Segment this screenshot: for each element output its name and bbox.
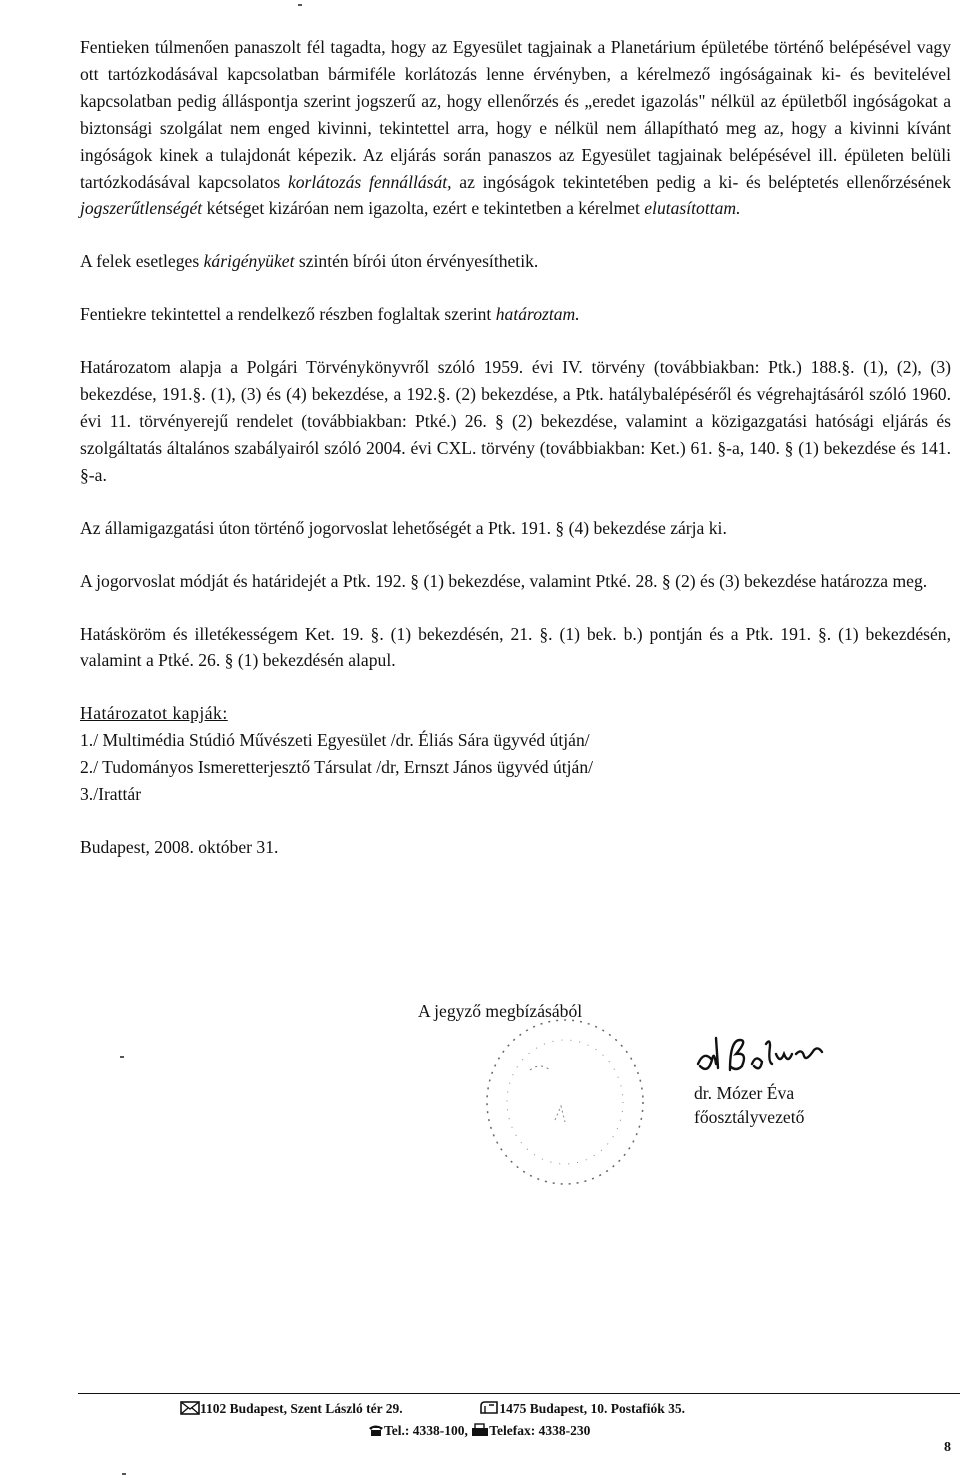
- paragraph-2: [80, 248, 951, 275]
- signatory: [694, 1081, 804, 1129]
- footer-rule: [78, 1393, 960, 1394]
- page-number: 8: [944, 1440, 951, 1455]
- recipient-item: 2./ Tudományos Ismeretterjesztő Társulat /dr, Ernszt János ügyvéd útján/: [80, 757, 594, 778]
- paragraph-4: Határozatom alapja a Polgári Törvénykönyvről szóló 1959. évi IV. törvény (továbbiakban: Ptk.) 188.§. (1), (2), (3) bekezdése, 191.§. (1), (3) és (4) bekezdése, a 192.§. (2) bekezdése, a Ptk. hatálybalépéséről és végrehajtásáról szóló 1960. évi 11. törvényerejű rendelet (továbbiakban: Ptké.) 26. § (2) bekezdése, valamint a közigazgatási hatósági eljárás és szolgáltatás általános szabályairól szóló 2004. évi CXL. törvény (továbbiakban: Ket.) 61. §-a, 140. § (1) bekezdése és 141. §-a.: [80, 357, 951, 485]
- footer-line-2: [180, 1420, 880, 1442]
- paragraph-3: [80, 301, 951, 328]
- italic-run: jogszerűtlenségét: [80, 198, 203, 219]
- footer-postbox: 1475 Budapest, 10. Postafiók 35.: [499, 1401, 686, 1416]
- recipient-item: 1./ Multimédia Stúdió Művészeti Egyesület /dr. Éliás Sára ügyvéd útján/: [80, 730, 590, 751]
- recipient-item: 3./Irattár: [80, 784, 142, 805]
- signature-block: [418, 999, 838, 1023]
- footer-fax: Telefax: 4338-230: [489, 1423, 591, 1438]
- text-run: Fentieken túlmenően panaszolt fél tagadta, hogy az Egyesület tagjainak a Planetárium épületébe történő belépésével vagy ott tartózkodásával kapcsolatban bármiféle korlátozás lenne érvényben, a kérelmező ingóságainak ki- és bevitelével kapcsolatban pedig álláspontja szerint jogszerű az, hogy ellenőrzés és „eredet igazolás" nélkül az épületből ingóságokat a biztonsági szolgálat nem enged kivinni, tekintettel arra, hogy e nélkül nem állapítható meg az, hogy a kivinni kívánt ingóságok kinek a tulajdonát képezik. Az eljárás során panaszos az Egyesület tagjainak belépésével ill. épületen belüli tartózkodásával kapcsolatos: [80, 37, 951, 192]
- paragraph-7: Hatásköröm és illetékességem Ket. 19. §. (1) bekezdésén, 21. §. (1) bek. b.) pontján és a Ptk. 191. §. (1) bekezdésén, valamint a Ptké. 26. § (1) bekezdésén alapul.: [80, 623, 951, 671]
- paragraph-6: A jogorvoslat módját és határidejét a Ptk. 192. § (1) bekezdése, valamint Ptké. 28. § (2) és (3) bekezdése határozza meg.: [80, 570, 928, 591]
- handwritten-signature-icon: [690, 1030, 830, 1080]
- italic-run: határoztam.: [495, 304, 580, 325]
- text-run: Fentiekre tekintettel a rendelkező részben foglaltak szerint: [80, 304, 496, 325]
- text-run: A felek esetleges: [80, 251, 204, 272]
- letterhead-footer: [180, 1398, 880, 1442]
- on-behalf-line: A jegyző megbízásából: [418, 1001, 583, 1021]
- mailbox-icon: [479, 1401, 499, 1415]
- fax-machine-icon: [471, 1423, 489, 1437]
- italic-run: korlátozás fennállását,: [287, 171, 452, 192]
- scan-speck: [120, 1056, 124, 1058]
- stamp-seal-icon: [470, 1010, 670, 1200]
- text-run: az ingóságok tekintetében pedig a ki- és beléptetés ellenőrzésének: [451, 171, 951, 192]
- envelope-icon: [180, 1401, 200, 1415]
- footer-address: 1102 Budapest, Szent László tér 29.: [200, 1401, 403, 1416]
- paragraph-5: Az államigazgatási úton történő jogorvoslat lehetőségét a Ptk. 191. § (4) bekezdése zárja ki.: [80, 517, 727, 538]
- text-run: kétséget kizáróan nem igazolta, ezért e tekintetben a kérelmet: [202, 198, 645, 219]
- signatory-name: dr. Mózer Éva: [694, 1083, 795, 1103]
- signatory-role: főosztályvezető: [694, 1107, 805, 1127]
- scan-speck: [298, 4, 302, 6]
- document-body: [80, 34, 951, 861]
- paragraph-1: [80, 34, 951, 222]
- recipients-title: Határozatot kapják:: [80, 703, 228, 724]
- scan-speck: [122, 1473, 126, 1475]
- telephone-icon: [368, 1424, 384, 1437]
- footer-line-1: [180, 1398, 880, 1420]
- text-run: szintén bírói úton érvényesíthetik.: [294, 251, 539, 272]
- italic-run: elutasítottam.: [644, 198, 741, 219]
- footer-phone: Tel.: 4338-100,: [384, 1423, 468, 1438]
- date-line: Budapest, 2008. október 31.: [80, 836, 279, 857]
- italic-run: kárigényüket: [203, 251, 295, 272]
